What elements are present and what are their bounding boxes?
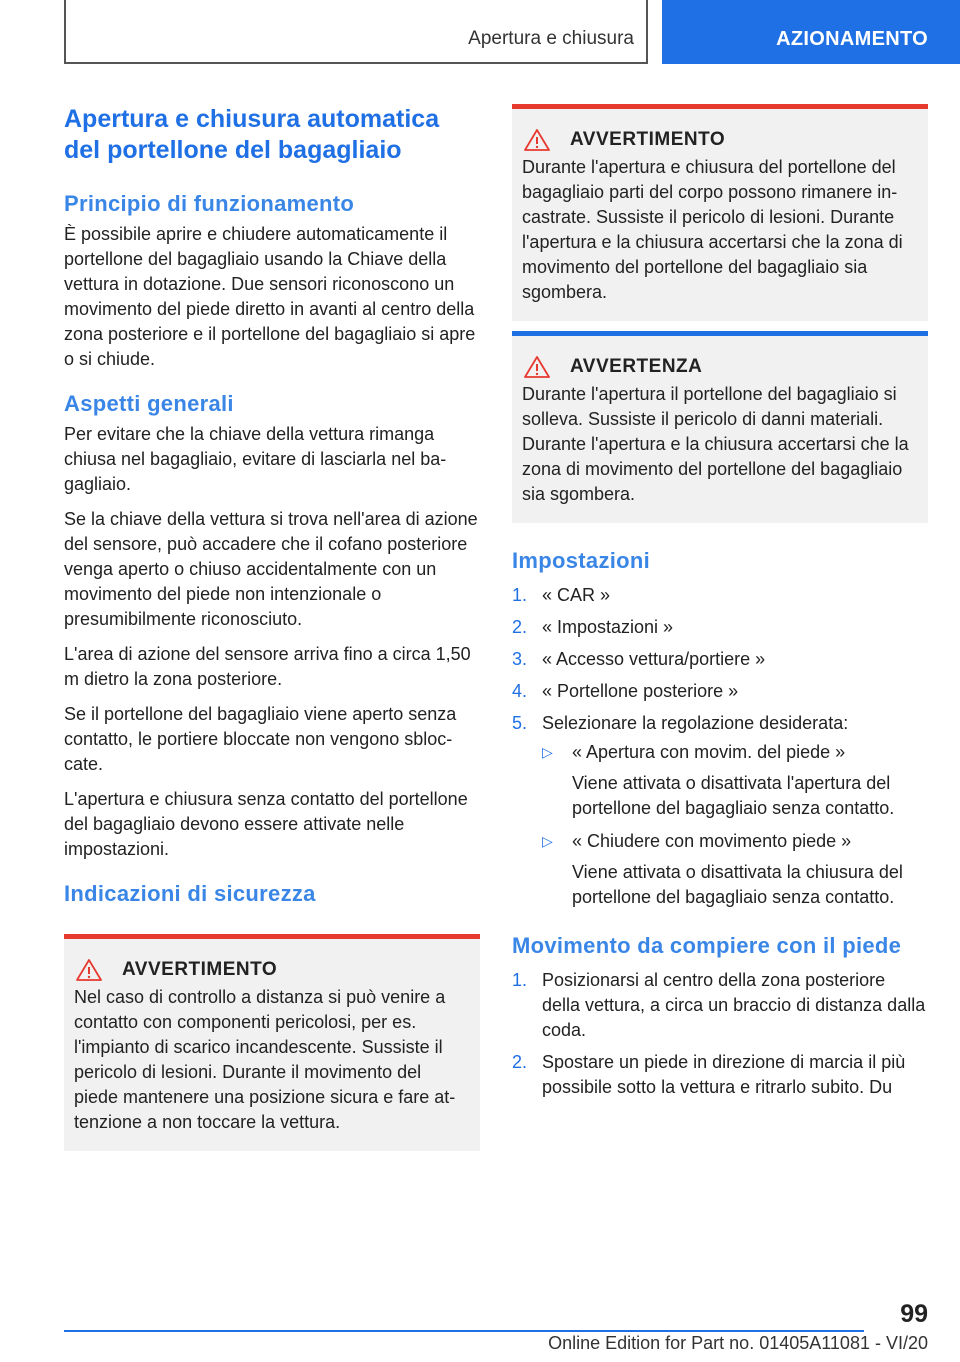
step-text: « CAR » — [542, 585, 611, 605]
notice-text: Durante l'apertura il portellone del bagagliaio si solleva. Sussiste il pericolo di danni materiali. Durante l'apertura e la chiusura accertarsi che la zona di movimento del portellone del bagagliaio sia sgombera. — [522, 384, 909, 504]
warning-box — [512, 104, 928, 321]
sub-content — [572, 829, 928, 910]
warning-triangle-icon — [76, 959, 102, 981]
sub-options — [542, 740, 928, 910]
left-column — [64, 104, 480, 1151]
step-number: 2. — [512, 1052, 528, 1072]
heading-impostazioni: Impostazioni — [512, 548, 651, 573]
step-number: 1. — [512, 970, 528, 990]
footer-edition: Online Edition for Part no. 01405A11081 - VI/20 — [548, 1333, 928, 1353]
triangle-right-icon: ▷ — [542, 744, 553, 760]
step-text: « Impostazioni » — [542, 617, 674, 637]
heading-sicurezza: Indicazioni di sicurezza — [64, 881, 316, 906]
list-item — [512, 968, 928, 1043]
section-tab — [64, 0, 648, 64]
warning-triangle-icon — [524, 129, 550, 151]
notice-title: AVVERTENZA — [570, 356, 703, 377]
settings-steps — [512, 583, 928, 918]
paragraph-aspetti-1: Per evitare che la chiave della vettura rimanga chiusa nel bagagliaio, evitare di lasciarla nel bagagliaio. — [64, 424, 447, 494]
sub-label: « Chiudere con movimento piede » — [572, 831, 852, 851]
step-text: Selezionare la regolazione desiderata: — [542, 713, 849, 733]
step-number: 5. — [512, 713, 528, 733]
paragraph-aspetti-2: Se la chiave della vettura si trova nell'area di azione del sensore, può accadere che il cofano posteriore venga aperto o chiuso accidentalmente con un movimento del piede non intenzionale o presumibilmente riconosciuto. — [64, 509, 478, 629]
footer-divider — [64, 1330, 864, 1332]
list-item — [512, 583, 928, 608]
heading-principio: Principio di funzionamento — [64, 191, 355, 216]
chapter-label: AZIONAMENTO — [776, 28, 928, 50]
notice-box — [512, 331, 928, 523]
sub-item — [542, 829, 928, 910]
list-item — [512, 711, 928, 918]
page-header — [0, 0, 960, 66]
step-number: 2. — [512, 617, 528, 637]
paragraph-aspetti-4: Se il portellone del bagagliaio viene aperto senza contatto, le portiere bloccate non vengono sbloccate. — [64, 704, 457, 774]
step-text: Posizionarsi al centro della zona posteriore della vettura, a circa un braccio di distanza dalla coda. — [542, 970, 926, 1040]
warning-text: Durante l'apertura e chiusura del portellone del bagagliaio parti del corpo possono rimanere incastrate. Sussiste il pericolo di lesioni. Durante l'apertura e la chiusura accertarsi che la zona di movimento del portellone del bagagliaio sia sgombera. — [522, 157, 903, 302]
paragraph-principio: È possibile aprire e chiudere automaticamente il portellone del bagagliaio usando la Chiave della vettura in dotazione. Due sensori riconoscono un movimento del piede diretto in avanti al centro della zona posteriore e il portellone del bagagliaio si apre o si chiude. — [64, 224, 476, 369]
section-label: Apertura e chiusura — [468, 28, 634, 49]
step-text: « Accesso vettura/portiere » — [542, 649, 766, 669]
step-body — [542, 711, 928, 918]
movement-steps — [512, 968, 928, 1100]
page-title: Apertura e chiusura automatica del portellone del bagagliaio — [64, 105, 440, 164]
warning-header — [74, 959, 470, 981]
heading-movimento: Movimento da compiere con il piede — [512, 933, 902, 958]
chapter-tab — [662, 0, 960, 64]
sub-item — [542, 740, 928, 821]
heading-aspetti: Aspetti generali — [64, 391, 234, 416]
warning-box — [64, 934, 480, 1151]
list-item — [512, 647, 928, 672]
right-column — [512, 104, 928, 1107]
paragraph-aspetti-5: L'apertura e chiusura senza contatto del portellone del bagagliaio devono essere attivate nelle impostazioni. — [64, 789, 468, 859]
warning-title: AVVERTIMENTO — [122, 959, 278, 980]
step-text: « Portellone posteriore » — [542, 681, 739, 701]
sub-description: Viene attivata o disattivata la chiusura del portellone del bagagliaio senza contatto. — [572, 862, 903, 907]
warning-triangle-icon — [524, 356, 550, 378]
triangle-right-icon: ▷ — [542, 833, 553, 849]
sub-content — [572, 740, 928, 821]
warning-header — [522, 129, 918, 151]
list-item — [512, 679, 928, 704]
list-item — [512, 615, 928, 640]
sub-description: Viene attivata o disattivata l'apertura del portellone del bagagliaio senza contatto. — [572, 773, 895, 818]
warning-text: Nel caso di controllo a distanza si può venire a contatto con componenti pericolosi, per es. l'impianto di scarico incandescente. Sussiste il pericolo di lesioni. Durante il movimento del piede mantenere una posizione sicura e fare attenzione a non toccare la vettura. — [74, 987, 456, 1132]
sub-label: « Apertura con movim. del piede » — [572, 742, 846, 762]
notice-header — [522, 356, 918, 378]
paragraph-aspetti-3: L'area di azione del sensore arriva fino a circa 1,50 m dietro la zona posteriore. — [64, 644, 471, 689]
step-number: 3. — [512, 649, 528, 669]
step-text: Spostare un piede in direzione di marcia il più possibile sotto la vettura e ritrarlo subito. Du — [542, 1052, 906, 1097]
page-number: 99 — [900, 1300, 928, 1328]
step-number: 1. — [512, 585, 528, 605]
step-number: 4. — [512, 681, 528, 701]
list-item — [512, 1050, 928, 1100]
warning-title: AVVERTIMENTO — [570, 129, 726, 150]
